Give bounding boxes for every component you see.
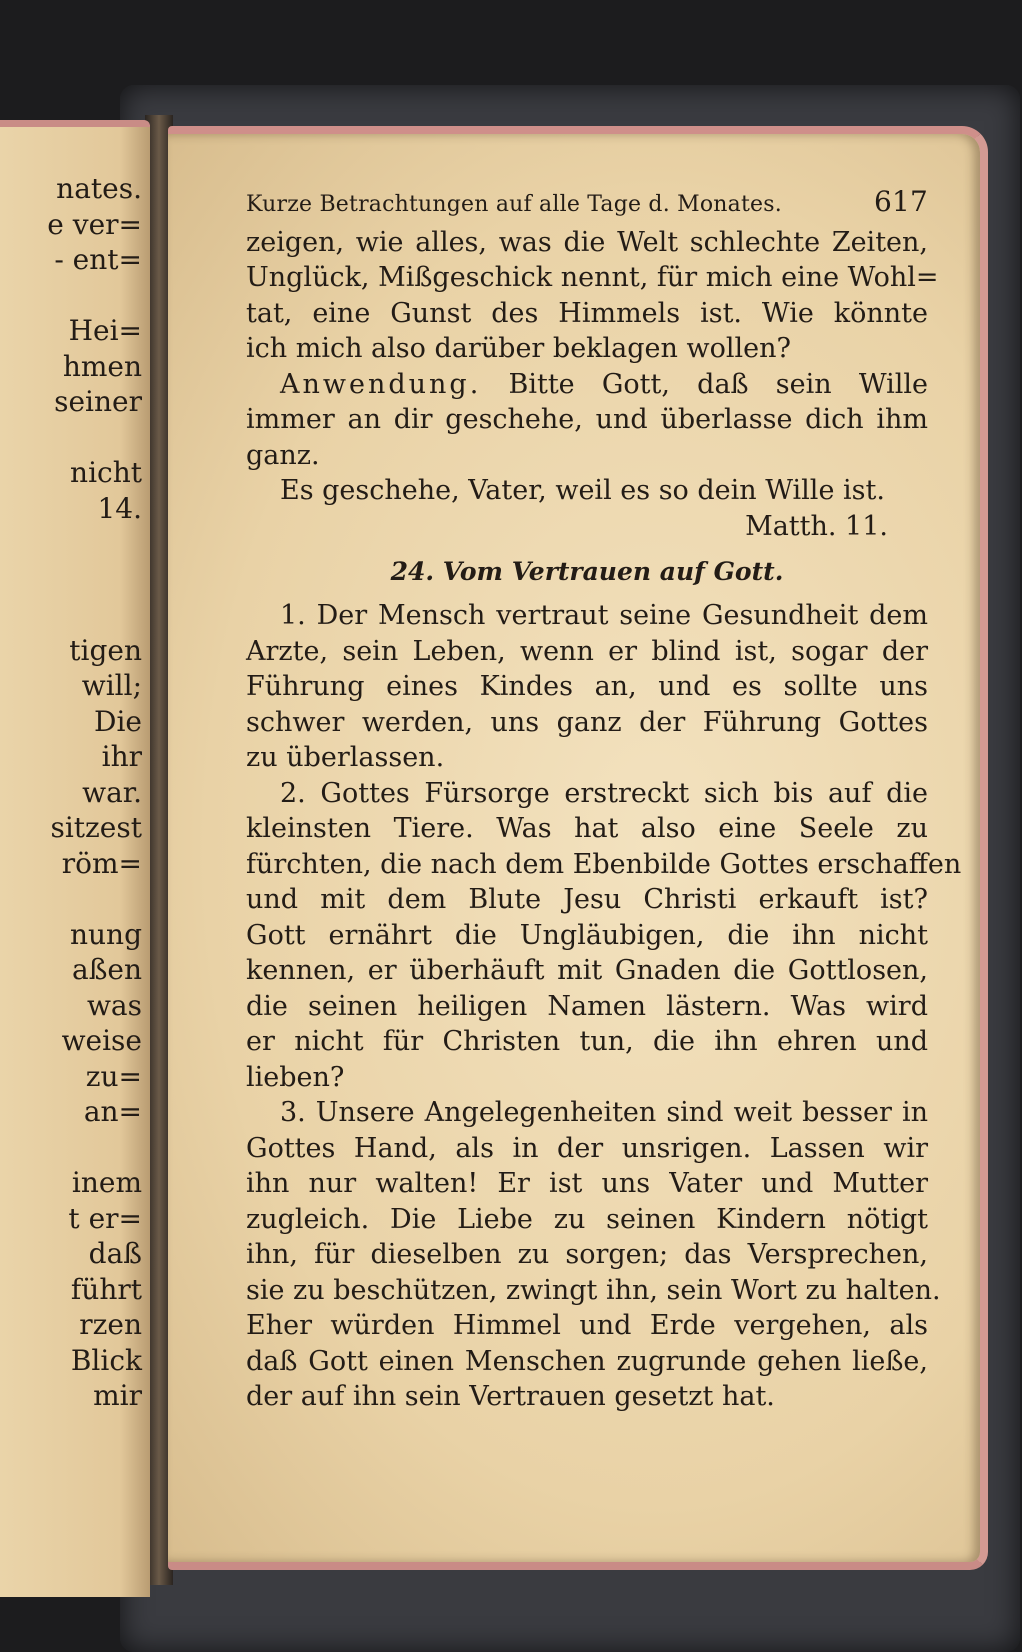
left-page-line bbox=[2, 420, 142, 456]
scripture-citation: Matth. 11. bbox=[745, 510, 888, 542]
text-line: sie zu beschützen, zwingt ihn, sein Wort zu halten. bbox=[246, 1274, 941, 1306]
text-line: Gott ernährt die Ungläubigen, die ihn nicht bbox=[246, 919, 928, 951]
left-page-line: 14. bbox=[97, 491, 142, 525]
text-line: fürchten, die nach dem Ebenbilde Gottes erschaffen bbox=[246, 848, 962, 880]
left-page-line: daß bbox=[88, 1237, 142, 1270]
left-page-line: führt bbox=[70, 1272, 142, 1306]
text-line: tat, eine Gunst des Himmels ist. Wie könnte bbox=[246, 297, 928, 329]
left-page-line: seiner bbox=[54, 385, 142, 418]
left-page-line: ihr bbox=[101, 740, 142, 773]
text-line: Gottes Hand, als in der unsrigen. Lassen wir bbox=[246, 1132, 928, 1164]
left-page-line: zu= bbox=[85, 1059, 142, 1093]
left-page-line: tigen bbox=[69, 633, 142, 667]
text-line: Eher würden Himmel und Erde vergehen, als bbox=[246, 1310, 928, 1341]
running-header bbox=[246, 184, 928, 223]
left-page-line: war. bbox=[82, 775, 142, 809]
left-page-line: nung bbox=[69, 917, 142, 951]
left-page-line: röm= bbox=[61, 846, 142, 880]
text-line: daß Gott einen Menschen zugrunde gehen ließe, bbox=[246, 1345, 928, 1377]
text-line: und mit dem Blute Jesu Christi erkauft ist? bbox=[246, 884, 928, 915]
left-page-line: Hei= bbox=[68, 314, 142, 347]
text-line: der auf ihn sein Vertrauen gesetzt hat. bbox=[246, 1381, 775, 1412]
right-page bbox=[168, 126, 988, 1570]
left-page-line: an= bbox=[83, 1095, 142, 1128]
text-line: 3. Unsere Angelegenheiten sind weit besser in bbox=[280, 1097, 928, 1128]
text-line: ihn, für dieselben zu sorgen; das Versprechen, bbox=[246, 1239, 928, 1270]
left-page-line bbox=[2, 526, 142, 562]
left-page-line: sitzest bbox=[50, 811, 142, 844]
left-page-line: mir bbox=[93, 1379, 142, 1412]
text-line: lieben? bbox=[246, 1061, 345, 1093]
paragraph-1 bbox=[246, 598, 928, 776]
left-page-text bbox=[2, 171, 142, 1414]
left-page-line: inem bbox=[71, 1166, 142, 1199]
text-line: Bitte Gott, daß sein Wille bbox=[508, 368, 928, 400]
left-page-line: e ver= bbox=[47, 207, 142, 241]
text-line: ihn nur walten! Er ist uns Vater und Mutter bbox=[246, 1168, 928, 1199]
left-page-line: t er= bbox=[68, 1201, 142, 1235]
left-page-line: nates. bbox=[56, 172, 142, 205]
section-title: 24. Vom Vertrauen auf Gott. bbox=[390, 557, 784, 586]
text-line: kleinsten Tiere. Was hat also eine Seele zu bbox=[246, 813, 928, 844]
left-page-line bbox=[2, 597, 142, 633]
text-line: Führung eines Kindes an, und es sollte uns bbox=[246, 671, 928, 702]
left-page-line: will; bbox=[81, 669, 142, 702]
paragraph-3 bbox=[246, 1095, 941, 1415]
text-line: die seinen heiligen Namen lästern. Was wird bbox=[246, 990, 928, 1022]
text-line: kennen, er überhäuft mit Gnaden die Gottlosen, bbox=[246, 955, 928, 986]
left-page bbox=[0, 120, 150, 1597]
left-page-line: Die bbox=[94, 704, 142, 738]
text-line: zugleich. Die Liebe zu seinen Kindern nötigt bbox=[246, 1203, 928, 1235]
text-line: ganz. bbox=[246, 439, 320, 471]
left-page-line: hmen bbox=[62, 349, 142, 383]
left-page-line bbox=[2, 562, 142, 598]
text-line: immer an dir geschehe, und überlasse dich ihm bbox=[246, 404, 928, 435]
text-line: ich mich also darüber beklagen wollen? bbox=[246, 333, 791, 364]
text-line: 2. Gottes Fürsorge erstreckt sich bis auf die bbox=[280, 777, 928, 809]
header-title: Kurze Betrachtungen auf alle Tage d. Monates. bbox=[246, 192, 782, 217]
left-page-line: - ent= bbox=[54, 243, 142, 276]
application-label: Anwendung. bbox=[280, 368, 482, 400]
application-paragraph bbox=[246, 367, 928, 474]
left-page-line: aßen bbox=[72, 953, 142, 986]
left-page-line bbox=[2, 881, 142, 917]
text-line: zeigen, wie alles, was die Welt schlechte Zeiten, bbox=[246, 226, 928, 258]
left-page-line: nicht bbox=[70, 456, 142, 489]
text-line: er nicht für Christen tun, die ihn ehren und bbox=[246, 1026, 928, 1057]
text-line: Unglück, Mißgeschick nennt, für mich eine Wohl= bbox=[246, 262, 939, 293]
paragraph-2 bbox=[246, 776, 962, 1096]
text-line: 1. Der Mensch vertraut seine Gesundheit dem bbox=[280, 600, 928, 631]
left-page-line: Blick bbox=[70, 1343, 142, 1377]
text-line: Arzte, sein Leben, wenn er blind ist, sogar der bbox=[246, 635, 928, 667]
left-page-line bbox=[2, 1130, 142, 1166]
paragraph-continued bbox=[246, 225, 939, 367]
page-number: 617 bbox=[873, 185, 928, 218]
text-line: zu überlassen. bbox=[246, 742, 445, 773]
left-page-line bbox=[2, 278, 142, 314]
left-page-line: was bbox=[86, 988, 142, 1022]
left-page-line: rzen bbox=[79, 1308, 142, 1341]
left-page-line: weise bbox=[61, 1024, 142, 1057]
text-line: schwer werden, uns ganz der Führung Gottes bbox=[246, 706, 928, 738]
right-page-text bbox=[246, 184, 962, 1415]
prayer-line: Es geschehe, Vater, weil es so dein Wille ist. bbox=[280, 475, 885, 506]
